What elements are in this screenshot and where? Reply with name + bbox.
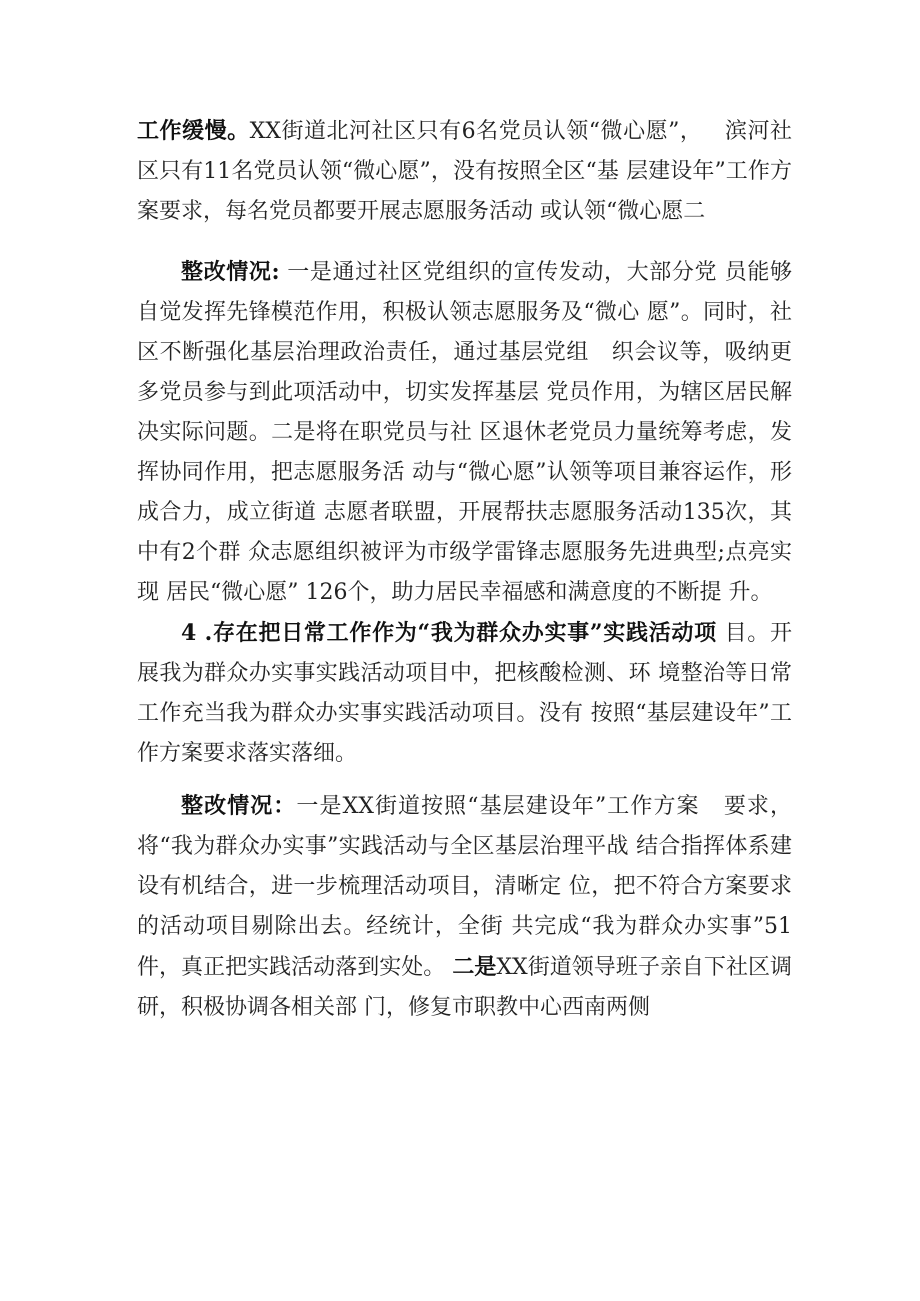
paragraph-4-lead-2: 二是 bbox=[452, 954, 497, 980]
paragraph-3-text: 目。开展我为群众办实事实践活动项目中，把核酸检测、环 境整治等日常工作充当我为群众办实事实践活动项目。没有 按照“基层建设年”工作方案要求落实落细。 bbox=[137, 621, 793, 766]
paragraph-4-lead: 整改情况： bbox=[181, 793, 297, 819]
paragraph-3 bbox=[137, 613, 792, 774]
paragraph-spacer bbox=[137, 232, 792, 252]
paragraph-1-lead: 工作缓慢。 bbox=[137, 118, 250, 144]
paragraph-4-text-2: XX街道领导班子亲自下社区调研，积极协调各相关部 门，修复市职教中心西南两侧 bbox=[137, 955, 792, 1020]
paragraph-4-text: 一是XX街道按照“基层建设年”工作方案 要求，将“我为群众办实事”实践活动与全区基层治理平战 结合指挥体系建设有机结合，进一步梳理活动项目，清晰定 位，把不符合方案要求的活动项目剔除出去。经统计，全街 共完成“我为群众办实事”51件，真正把实践活动落到实处。 bbox=[137, 794, 792, 980]
paragraph-3-heading: 4 .存在把日常工作作为“我为群众办实事”实践活动项 bbox=[181, 620, 717, 646]
paragraph-2-text: 一是通过社区党组织的宣传发动，大部分党 员能够自觉发挥先锋模范作用，积极认领志愿服务及“微心 愿”。同时，社区不断强化基层治理政治责任，通过基层党组 织会议等，吸纳更多党员参与到此项活动中，切实发挥基层 党员作用，为辖区居民解决实际问题。二是将在职党员与社 区退休老党员力量统筹考虑，发挥协同作用，把志愿服务活 动与“微心愿”认领等项目兼容运作，形成合力，成立街道 志愿者联盟，开展帮扶志愿服务活动135次，其中有2个群 众志愿组织被评为市级学雷锋志愿服务先进典型;点亮实现 居民“微心愿” 126个，助力居民幸福感和满意度的不断提 升。 bbox=[137, 260, 792, 605]
paragraph-2 bbox=[137, 252, 792, 613]
paragraph-1-text: XX街道北河社区只有6名党员认领“微心愿”， 滨河社区只有11名党员认领“微心愿”，没有按照全区“基 层建设年”工作方案要求，每名党员都要开展志愿服务活动 或认领“微心愿二 bbox=[137, 119, 792, 224]
paragraph-1 bbox=[137, 111, 792, 232]
paragraph-2-lead: 整改情况: bbox=[181, 259, 280, 285]
paragraph-4 bbox=[137, 786, 792, 1028]
paragraph-spacer bbox=[137, 774, 792, 786]
document-body bbox=[137, 111, 792, 1028]
